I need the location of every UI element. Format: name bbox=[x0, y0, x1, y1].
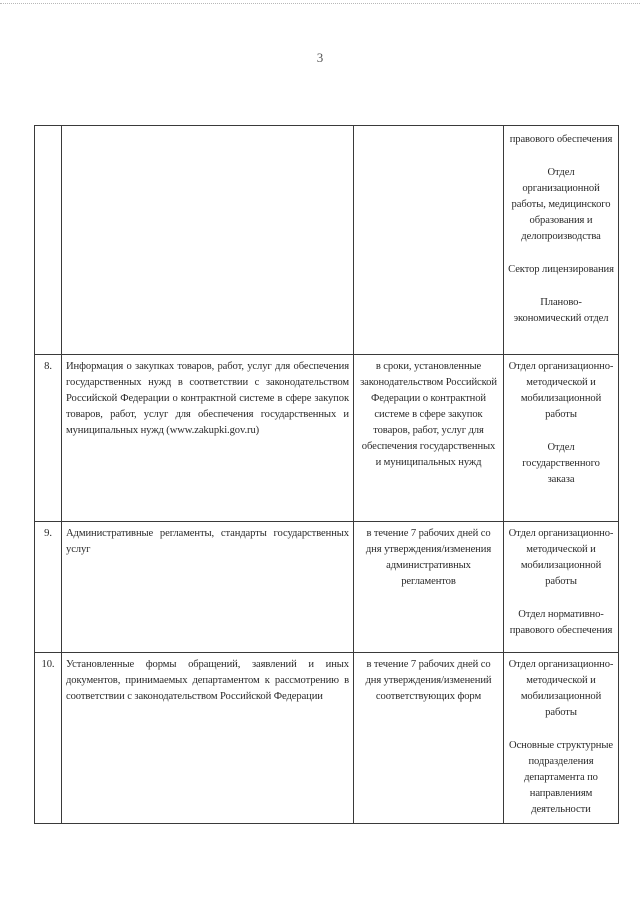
responsible-unit: Отдел нормативно-правового обеспечения bbox=[509, 609, 613, 636]
responsible-units-cell bbox=[504, 653, 619, 824]
responsible-unit: Отдел организационной работы, медицинского образования и делопроизводства bbox=[511, 167, 611, 242]
responsible-unit: Отдел организационно-методической и мобилизационной работы bbox=[508, 528, 614, 587]
publication-term-cell: в сроки, установленные законодательством Российской Федерации о контрактной системе в сфере закупок товаров, работ, услуг для обеспечения государственных и муниципальных нужд bbox=[354, 355, 504, 522]
info-type-cell: Информация о закупках товаров, работ, услуг для обеспечения государственных нужд в соответствии с законодательством Российской Федерации о контрактной системе в сфере закупок товаров, работ, услуг для обеспечения государственных и муниципальных нужд (www.zakupki.gov.ru) bbox=[62, 355, 354, 522]
info-type-cell: Административные регламенты, стандарты государственных услуг bbox=[62, 522, 354, 653]
page-number: 3 bbox=[316, 50, 324, 65]
info-type-cell: Установленные формы обращений, заявлений и иных документов, принимаемых департаментом к рассмотрению в соответствии с законодательством Российской Федерации bbox=[62, 653, 354, 824]
row-number-cell: 9. bbox=[35, 522, 62, 653]
responsible-unit: Основные структурные подразделения департамента по направлениям деятельности bbox=[509, 740, 613, 815]
publication-term-cell bbox=[354, 126, 504, 355]
responsible-unit: правового обеспечения bbox=[509, 134, 613, 145]
row-number-cell: 10. bbox=[35, 653, 62, 824]
row-number-cell bbox=[35, 126, 62, 355]
table-row bbox=[35, 653, 619, 824]
responsible-unit: Отдел организационно-методической и мобилизационной работы bbox=[508, 361, 614, 420]
table-row bbox=[35, 126, 619, 355]
info-type-cell bbox=[62, 126, 354, 355]
responsible-unit: Сектор лицензирования bbox=[508, 264, 614, 275]
responsible-unit: Отдел государственного заказа bbox=[522, 442, 600, 485]
row-number-cell: 8. bbox=[35, 355, 62, 522]
responsible-units-cell bbox=[504, 355, 619, 522]
responsible-unit: Отдел организационно-методической и мобилизационной работы bbox=[508, 659, 614, 718]
responsible-units-cell bbox=[504, 522, 619, 653]
publication-term-cell: в течение 7 рабочих дней со дня утверждения/изменения административных регламентов bbox=[354, 522, 504, 653]
publication-term-cell: в течение 7 рабочих дней со дня утверждения/изменений соответствующих форм bbox=[354, 653, 504, 824]
table-row bbox=[35, 522, 619, 653]
responsible-unit: Планово-экономический отдел bbox=[513, 297, 609, 324]
table-row bbox=[35, 355, 619, 522]
responsible-units-cell bbox=[504, 126, 619, 355]
page-top-edge bbox=[0, 3, 640, 5]
information-table bbox=[34, 125, 619, 824]
